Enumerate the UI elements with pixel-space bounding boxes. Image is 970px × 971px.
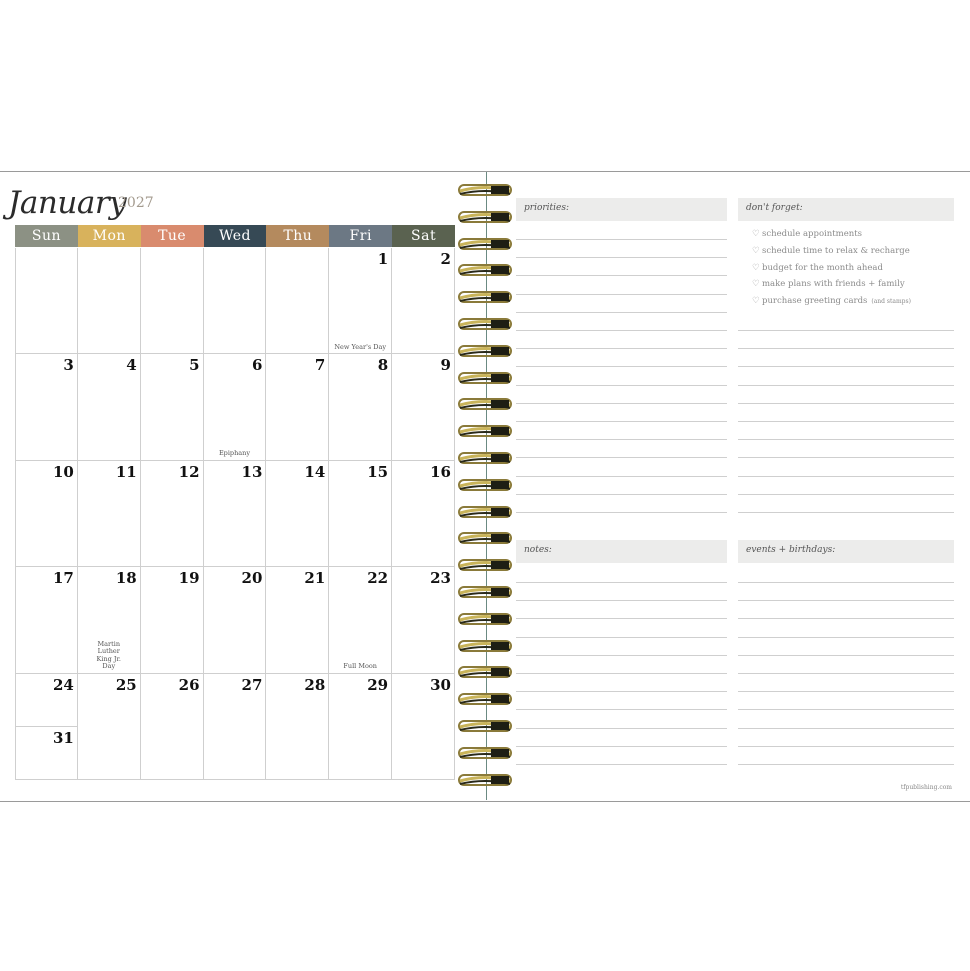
day-cell bbox=[392, 567, 455, 673]
ruled-line bbox=[516, 294, 727, 295]
reminder-item bbox=[752, 279, 905, 289]
spiral-ring bbox=[457, 396, 513, 412]
day-cell bbox=[141, 674, 204, 780]
ruled-line bbox=[738, 746, 954, 747]
dont-forget-title: don't forget: bbox=[746, 203, 803, 213]
day-cell bbox=[15, 354, 78, 460]
spiral-binding bbox=[457, 180, 513, 795]
notes-header bbox=[516, 540, 727, 563]
calendar-grid bbox=[15, 248, 455, 780]
spiral-ring bbox=[457, 504, 513, 520]
holiday-note: Epiphany bbox=[218, 449, 251, 458]
spiral-ring bbox=[457, 718, 513, 734]
day-cell bbox=[141, 461, 204, 567]
day-number: 24 bbox=[52, 675, 74, 694]
spiral-ring bbox=[457, 262, 513, 278]
day-cell bbox=[78, 567, 141, 673]
day-cell bbox=[141, 248, 204, 354]
reminder-subtext: (and stamps) bbox=[871, 298, 911, 306]
day-number: 18 bbox=[115, 569, 137, 588]
reminder-text: schedule time to relax & recharge bbox=[762, 245, 910, 256]
ruled-line bbox=[738, 385, 954, 386]
day-cell bbox=[392, 354, 455, 460]
spiral-ring bbox=[457, 638, 513, 654]
day-number: 14 bbox=[304, 462, 326, 481]
month-title: January bbox=[8, 185, 127, 221]
reminder-item bbox=[752, 263, 883, 273]
reminder-text: purchase greeting cards bbox=[762, 296, 868, 307]
ruled-line bbox=[516, 673, 727, 674]
ruled-line bbox=[516, 476, 727, 477]
ruled-line bbox=[738, 728, 954, 729]
day-number: 5 bbox=[189, 356, 200, 375]
ruled-line bbox=[516, 746, 727, 747]
ruled-line bbox=[516, 257, 727, 258]
day-number: 26 bbox=[178, 675, 200, 694]
day-number: 19 bbox=[178, 569, 200, 588]
spiral-ring bbox=[457, 236, 513, 252]
heart-icon: ♡ bbox=[752, 262, 760, 273]
ruled-line bbox=[738, 582, 954, 583]
day-cell bbox=[204, 674, 267, 780]
ruled-line bbox=[738, 366, 954, 367]
ruled-line bbox=[516, 239, 727, 240]
day-number: 16 bbox=[430, 462, 451, 481]
day-cell bbox=[392, 248, 455, 354]
heart-icon: ♡ bbox=[752, 245, 760, 256]
day-cell bbox=[78, 354, 141, 460]
day-cell bbox=[15, 248, 78, 354]
ruled-line bbox=[516, 457, 727, 458]
weekday-sun: Sun bbox=[15, 225, 78, 247]
day-number: 15 bbox=[367, 462, 389, 481]
day-number: 1 bbox=[377, 250, 389, 268]
reminder-text: schedule appointments bbox=[762, 229, 863, 239]
spiral-ring bbox=[457, 289, 513, 305]
day-number: 7 bbox=[314, 356, 326, 375]
ruled-line bbox=[516, 494, 727, 495]
spiral-ring bbox=[457, 691, 513, 707]
day-number: 28 bbox=[304, 675, 326, 694]
day-cell bbox=[15, 461, 78, 567]
day-cell bbox=[266, 674, 329, 780]
ruled-line bbox=[516, 421, 727, 422]
day-number: 22 bbox=[367, 569, 389, 588]
day-number: 21 bbox=[304, 569, 326, 588]
ruled-line bbox=[738, 637, 954, 638]
day-number: 20 bbox=[241, 569, 263, 588]
events-header bbox=[738, 540, 954, 563]
footer-url: tfpublishing.com bbox=[900, 784, 952, 791]
notes-title: notes: bbox=[524, 545, 552, 555]
spiral-ring bbox=[457, 584, 513, 600]
ruled-line bbox=[738, 512, 954, 513]
ruled-line bbox=[738, 655, 954, 656]
day-number: 9 bbox=[440, 356, 451, 375]
day-cell bbox=[266, 354, 329, 460]
reminder-item bbox=[752, 229, 862, 239]
spiral-ring bbox=[457, 557, 513, 573]
day-cell bbox=[329, 674, 392, 780]
ruled-line bbox=[738, 439, 954, 440]
ruled-line bbox=[738, 673, 954, 674]
ruled-line bbox=[738, 691, 954, 692]
spiral-ring bbox=[457, 316, 513, 332]
ruled-line bbox=[516, 403, 727, 404]
day-cell bbox=[15, 727, 78, 780]
ruled-line bbox=[516, 582, 727, 583]
day-cell bbox=[78, 674, 141, 780]
day-cell bbox=[329, 248, 392, 354]
day-cell bbox=[329, 461, 392, 567]
day-cell bbox=[15, 674, 78, 727]
day-number: 11 bbox=[115, 462, 137, 481]
day-cell bbox=[329, 567, 392, 673]
day-cell bbox=[266, 248, 329, 354]
spiral-ring bbox=[457, 611, 513, 627]
ruled-line bbox=[516, 764, 727, 765]
spiral-ring bbox=[457, 343, 513, 359]
reminder-item bbox=[752, 296, 911, 306]
day-number: 29 bbox=[367, 675, 389, 694]
ruled-line bbox=[516, 366, 727, 367]
day-number: 3 bbox=[63, 356, 74, 375]
ruled-line bbox=[516, 655, 727, 656]
day-cell bbox=[141, 567, 204, 673]
day-cell bbox=[266, 567, 329, 673]
day-cell bbox=[392, 461, 455, 567]
ruled-line bbox=[516, 618, 727, 619]
day-number: 25 bbox=[115, 675, 137, 694]
heart-icon: ♡ bbox=[752, 296, 760, 307]
ruled-line bbox=[738, 476, 954, 477]
priorities-title: priorities: bbox=[524, 203, 570, 213]
day-cell bbox=[204, 567, 267, 673]
ruled-line bbox=[738, 494, 954, 495]
ruled-line bbox=[738, 764, 954, 765]
day-cell bbox=[15, 567, 78, 673]
spiral-ring bbox=[457, 772, 513, 788]
spiral-ring bbox=[457, 477, 513, 493]
weekday-header bbox=[15, 225, 455, 247]
ruled-line bbox=[516, 275, 727, 276]
day-cell bbox=[266, 461, 329, 567]
day-cell bbox=[392, 674, 455, 780]
day-cell bbox=[329, 354, 392, 460]
day-number: 2 bbox=[440, 250, 451, 268]
day-number: 13 bbox=[241, 462, 263, 481]
day-number: 31 bbox=[52, 728, 74, 747]
day-cell bbox=[141, 354, 204, 460]
spiral-ring bbox=[457, 209, 513, 225]
spiral-ring bbox=[457, 370, 513, 386]
ruled-line bbox=[516, 439, 727, 440]
ruled-line bbox=[516, 637, 727, 638]
dont-forget-header bbox=[738, 198, 954, 221]
ruled-line bbox=[738, 709, 954, 710]
heart-icon: ♡ bbox=[752, 279, 760, 290]
day-number: 4 bbox=[126, 356, 137, 375]
spiral-ring bbox=[457, 530, 513, 546]
spiral-ring bbox=[457, 423, 513, 439]
year-label: 2027 bbox=[118, 195, 154, 211]
ruled-line bbox=[516, 728, 727, 729]
heart-icon: ♡ bbox=[752, 229, 760, 239]
spiral-ring bbox=[457, 450, 513, 466]
ruled-line bbox=[738, 600, 954, 601]
day-number: 12 bbox=[178, 462, 200, 481]
ruled-line bbox=[516, 385, 727, 386]
ruled-line bbox=[516, 691, 727, 692]
reminder-text: budget for the month ahead bbox=[762, 262, 883, 273]
day-number: 6 bbox=[251, 356, 263, 375]
ruled-line bbox=[738, 618, 954, 619]
day-cell bbox=[204, 461, 267, 567]
weekday-fri: Fri bbox=[329, 225, 392, 247]
ruled-line bbox=[738, 348, 954, 349]
day-number: 27 bbox=[241, 675, 263, 694]
weekday-thu: Thu bbox=[266, 225, 329, 247]
ruled-line bbox=[516, 312, 727, 313]
spiral-ring bbox=[457, 745, 513, 761]
day-number: 8 bbox=[377, 356, 389, 375]
ruled-line bbox=[516, 512, 727, 513]
day-cell bbox=[78, 248, 141, 354]
day-number: 17 bbox=[52, 569, 74, 588]
ruled-line bbox=[516, 330, 727, 331]
ruled-line bbox=[738, 421, 954, 422]
ruled-line bbox=[516, 348, 727, 349]
events-title: events + birthdays: bbox=[746, 545, 836, 555]
holiday-note: Full Moon bbox=[343, 662, 377, 671]
weekday-sat: Sat bbox=[392, 225, 455, 247]
ruled-line bbox=[738, 403, 954, 404]
weekday-wed: Wed bbox=[204, 225, 267, 247]
reminder-text: make plans with friends + family bbox=[762, 279, 905, 290]
day-number: 23 bbox=[430, 569, 451, 588]
spiral-ring bbox=[457, 182, 513, 198]
holiday-note: New Year's Day bbox=[334, 342, 387, 351]
ruled-line bbox=[738, 457, 954, 458]
day-cell bbox=[204, 248, 267, 354]
ruled-line bbox=[516, 709, 727, 710]
ruled-line bbox=[516, 600, 727, 601]
day-cell bbox=[204, 354, 267, 460]
reminder-item bbox=[752, 246, 910, 256]
weekday-tue: Tue bbox=[141, 225, 204, 247]
priorities-header bbox=[516, 198, 727, 221]
holiday-note: Martin Luther King Jr. Day bbox=[96, 639, 121, 671]
day-cell bbox=[78, 461, 141, 567]
weekday-mon: Mon bbox=[78, 225, 141, 247]
ruled-line bbox=[738, 330, 954, 331]
spiral-ring bbox=[457, 664, 513, 680]
day-number: 30 bbox=[430, 675, 451, 694]
day-number: 10 bbox=[52, 462, 74, 481]
